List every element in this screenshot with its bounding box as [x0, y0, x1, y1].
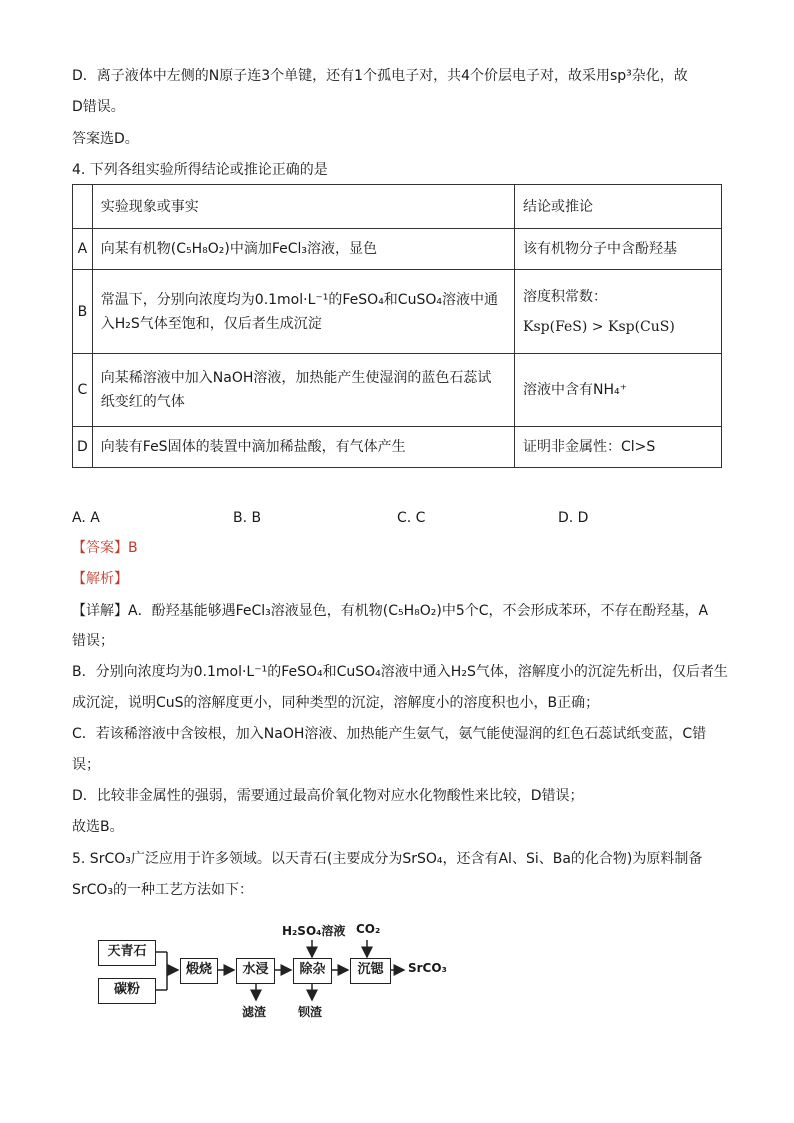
option-a: A. A [72, 510, 100, 526]
detail-line: 【详解】A．酚羟基能够遇FeCl₃溶液显色，有机物(C₅H₈O₂)中5个C，不会形成苯环，不存在酚羟基，A [72, 603, 709, 619]
output-filter-residue: 滤渣 [242, 1005, 267, 1019]
answer-label: 【答案】B [72, 540, 138, 556]
row-conclusion-line: 溶度积常数： [523, 288, 607, 305]
reagent-co2: CO₂ [356, 922, 381, 936]
output-barium-residue: 钡渣 [298, 1005, 323, 1019]
row-label: D [73, 427, 93, 468]
question-5-stem: SrCO₃的一种工艺方法如下： [72, 882, 254, 898]
option-c: C. C [397, 510, 426, 526]
header-experiment: 实验现象或事实 [92, 185, 514, 229]
detail-line: D．比较非金属性的强弱，需要通过最高价氧化物对应水化物酸性来比较，D错误； [72, 788, 584, 804]
row-experiment-line: 常温下，分别向浓度均为0.1mol·L⁻¹的FeSO₄和CuSO₄溶液中通 [100, 291, 498, 308]
row-experiment-line: 纸变红的气体 [100, 394, 185, 410]
text-line: 答案选D。 [72, 131, 139, 147]
step-water-leach: 水浸 [236, 958, 275, 984]
step-purify: 除杂 [293, 958, 332, 984]
reagent-h2so4: H₂SO₄溶液 [282, 924, 346, 938]
row-label: B [73, 270, 93, 354]
detail-line: 故选B。 [72, 819, 124, 835]
text-line: D．离子液体中左侧的N原子连3个单键，还有1个孤电子对，共4个价层电子对，故采用sp³杂化，故 [72, 68, 688, 84]
input-celestine: 天青石 [98, 940, 156, 966]
row-experiment: 向某有机物(C₅H₈O₂)中滴加FeCl₃溶液，显色 [92, 229, 514, 270]
step-precipitate-sr: 沉锶 [350, 958, 391, 984]
row-label: A [73, 229, 93, 270]
row-conclusion: 证明非金属性：Cl>S [515, 427, 722, 468]
step-calcine: 煅烧 [180, 958, 218, 984]
input-carbon-powder: 碳粉 [98, 978, 156, 1004]
option-d: D. D [558, 510, 589, 526]
detail-line: C．若该稀溶液中含铵根，加入NaOH溶液、加热能产生氨气，氨气能使湿润的红色石蕊试纸变蓝，C错 [72, 726, 707, 742]
detail-line: 误； [72, 757, 100, 773]
header-conclusion: 结论或推论 [515, 185, 722, 229]
row-experiment-line: 入H₂S气体至饱和，仅后者生成沉淀 [100, 315, 322, 332]
analysis-label: 【解析】 [72, 571, 128, 587]
row-experiment-line: 向某稀溶液中加入NaOH溶液，加热能产生使湿润的蓝色石蕊试 [100, 370, 492, 386]
text-line: D错误。 [72, 99, 125, 115]
product-srco3: SrCO₃ [408, 961, 447, 975]
question-4-stem: 4. 下列各组实验所得结论或推论正确的是 [72, 162, 328, 178]
row-experiment: 向装有FeS固体的装置中滴加稀盐酸，有气体产生 [92, 427, 514, 468]
detail-line: 成沉淀，说明CuS的溶解度更小，同种类型的沉淀，溶解度小的溶度积也小，B正确； [72, 695, 600, 711]
detail-line: B．分别向浓度均为0.1mol·L⁻¹的FeSO₄和CuSO₄溶液中通入H₂S气体，溶解度小的沉淀先析出，仅后者生 [72, 664, 728, 680]
detail-line: 错误； [72, 633, 114, 649]
question-5-stem: 5. SrCO₃广泛应用于许多领域。以天青石(主要成分为SrSO₄，还含有Al、Si、Ba的化合物)为原料制备 [72, 851, 703, 867]
option-b: B. B [233, 510, 262, 526]
row-conclusion: 该有机物分子中含酚羟基 [515, 229, 722, 270]
row-label: C [73, 354, 93, 427]
row-conclusion: 溶液中含有NH₄⁺ [515, 354, 722, 427]
ksp-comparison: Ksp(FeS) > Ksp(CuS) [523, 318, 675, 335]
